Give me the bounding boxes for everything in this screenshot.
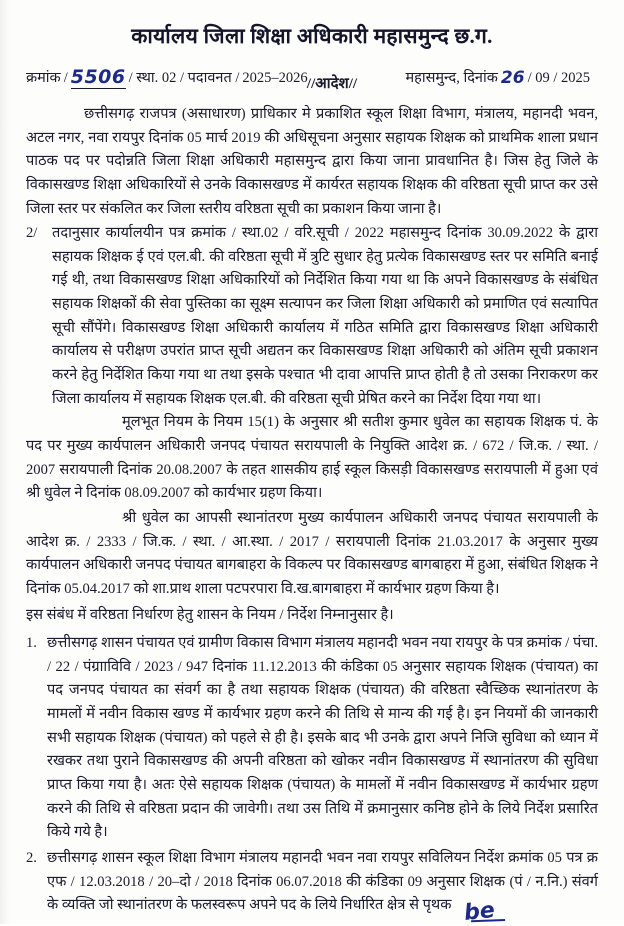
paragraph-1: छत्तीसगढ़ राजपत्र (असाधारण) प्राधिकार मे प्रकाशित स्कूल शिक्षा विभाग, मंत्रालय, महानदी भवन, अटल नगर, नवा रायपुर दिनांक 05 मार्च 2019 की अधिसूचना अनुसार सहायक शिक्षक को प्राथमिक शाला प्रधान पाठक पद पर पदोन्नति जिला शिक्षा अधिकारी महासमुन्द द्वारा किया जाना प्रावधानित है। जिस हेतु जिले के विकासखण्ड शिक्षा अधिकारियों से उनके विकासखण्ड में कार्यरत सहायक शिक्षक की वरिष्ठता सूची प्राप्त कर उसे जिला स्तर पर संकलित कर जिला स्तरीय वरिष्ठता सूची का प्रकाशन किया जाना है।: [26, 106, 598, 217]
list-item-text-1: छत्तीसगढ़ शासन पंचायत एवं ग्रामीण विकास विभाग मंत्रालय महानदी भवन नया रायपुर के पत्र क्रमांक / पंचा. / 22 / पंग्रााविवि / 2023 / 947 दिनांक 11.12.2013 की कंडिका 05 अनुसार सहायक शिक्षक (पंचायत) का पद जनपद पंचायत का संवर्ग का है तथा सहायक शिक्षक (पंचायत) की वरिष्ठता स्वैच्छिक स्थानांतरण के मामलों में नवीन विकास खण्ड में कार्यभार ग्रहण करने की तिथि से मान्य की गई है। इन नियमों की जानकारी सभी सहायक शिक्षक (पंचायत) को पहले से ही है। इसके बाद भी उनके द्वारा अपने निजि सुविधा को ध्यान में रखकर तथा पुराने विकासखण्ड की अपनी वरिष्ठता को खोकर नवीन विकासखण्ड में स्थानांतरण की सुविधा प्राप्त किया गया है। अतः ऐसे सहायक शिक्षक (पंचायत) के मामलों में नवीन विकासखण्ड में कार्यभार ग्रहण करने की तिथि से वरिष्ठता प्रदान की जावेगी। तथा उस तिथि में क्रमानुसार कनिष्ठ होने के लिये निर्देश प्रसारित किये गये है।: [47, 635, 598, 841]
list-item-text-2: छत्तीसगढ़ शासन स्कूल शिक्षा विभाग मंत्रालय महानदी भवन नवा रायपुर सविलियन निर्देश क्रमांक 05 पत्र क्र एफ / 12.03.2018 / 20–दो / 2018 दिनांक 06.07.2018 की कंडिका 09 अनुसार शिक्षक (पं / न.नि.) संवर्ग के व्यक्ति जो स्थानांतरण के फलस्वरूप अपने पद के लिये निर्धारित क्षेत्र से पृथक: [47, 849, 598, 914]
paragraph-3: मूलभूत नियम के नियम 15(1) के अनुसार श्री सतीश कुमार धुवेल का सहायक शिक्षक पं. के पद पर मुख्य कार्यपालन अधिकारी जनपद पंचायत सरायपाली के नियुक्ति आदेश क्र. / 672 / जि.क. / स्था. / 2007 सरायपाली दिनांक 20.08.2007 के तहत शासकीय हाई स्कूल किसड़ी विकासखण्ड सरायपाली में हुआ एवं श्री धुवेल ने दिनांक 08.09.2007 को कार्यभार ग्रहण किया।: [26, 414, 598, 502]
list-item: [26, 847, 598, 918]
rules-list: [26, 632, 598, 918]
paragraph-2-text: तदानुसार कार्यालयीन पत्र क्रमांक / स्था.02 / वरि.सूची / 2022 महासमुन्द दिनांक 30.09.2022 के द्वारा सहायक शिक्षक ई एवं एल.बी. की वरिष्ठता सूची में त्रुटि सुधार हेतु प्रत्येक विकासखण्ड स्तर पर समिति बनाई गई थी, तथा विकासखण्ड शिक्षा अधिकारियों को निर्देशित किया गया था कि अपने विकासखण्ड के संबंधित सहायक शिक्षकों की सेवा पुस्तिका का सूक्ष्म सत्यापन कर जिला शिक्षा अधिकारी को प्रमाणित एवं सत्यापित सूची सौंपेंगे। विकासखण्ड शिक्षा अधिकारी कार्यालय में गठित समिति द्वारा विकासखण्ड शिक्षा अधिकारी कार्यालय से परीक्षण उपरांत प्राप्त सूची अद्यतन कर विकासखण्ड शिक्षा अधिकारी को अंतिम सूची प्रकाशन करने हेतु निर्देशित किया गया था तथा इसके पश्चात भी दावा आपत्ति प्राप्त होती है तो उसका निराकरण कर जिला कार्यालय में सहायक शिक्षक एल.बी. की वरिष्ठता सूची प्रेषित करने का निर्देश दिया गया था।: [52, 225, 598, 407]
signature-mark: be: [463, 897, 505, 924]
document-body: [26, 103, 598, 918]
date-rest: / 09 / 2025: [527, 70, 590, 86]
page-edge-shadow: [0, 0, 10, 924]
order-heading: //आदेश//: [306, 76, 358, 92]
year-range: 2025–2026: [242, 70, 308, 86]
list-item: [26, 632, 598, 845]
rules-heading: इस संबंध में वरिष्ठता निर्धारण हेतु शासन के नियम / निर्देश निम्नानुसार है।: [26, 607, 394, 624]
kramank-value: 5506: [70, 66, 126, 88]
place-date-label: महासमुन्द, दिनांक: [405, 70, 498, 86]
paragraph-2: [26, 222, 598, 411]
paragraph-2-number: 2/: [26, 225, 38, 242]
list-item-number-1: 1.: [26, 635, 37, 652]
date-group: [405, 67, 598, 87]
date-day-value: 26: [500, 68, 525, 88]
sthapana-label: / स्था. 02 / पदावनत /: [128, 70, 240, 86]
paragraph-4: श्री धुवेल का आपसी स्थानांतरण मुख्य कार्यपालन अधिकारी जनपद पंचायत सरायपाली के आदेश क्र. / 2333 / जि.क. / स्था. / आ.स्था. / 2017 / सरायपाली दिनांक 21.03.2017 के अनुसार मुख्य कार्यपालन अधिकारी जनपद पंचायत बागबाहरा के विकल्प पर विकासखण्ड बागबाहरा में हुआ, संबंधित शिक्षक ने दिनांक 05.04.2017 को शा.प्राथ शाला पटपरपारा वि.ख.बागबाहरा में कार्यभार ग्रहण किया है।: [26, 509, 598, 597]
kramank-label: क्रमांक: [26, 70, 61, 86]
page-title: कार्यालय जिला शिक्षा अधिकारी महासमुन्द छ.ग.: [131, 24, 493, 48]
kramank-group: [26, 64, 308, 87]
kramank-separator: /: [63, 70, 68, 86]
list-item-number-2: 2.: [26, 849, 37, 866]
